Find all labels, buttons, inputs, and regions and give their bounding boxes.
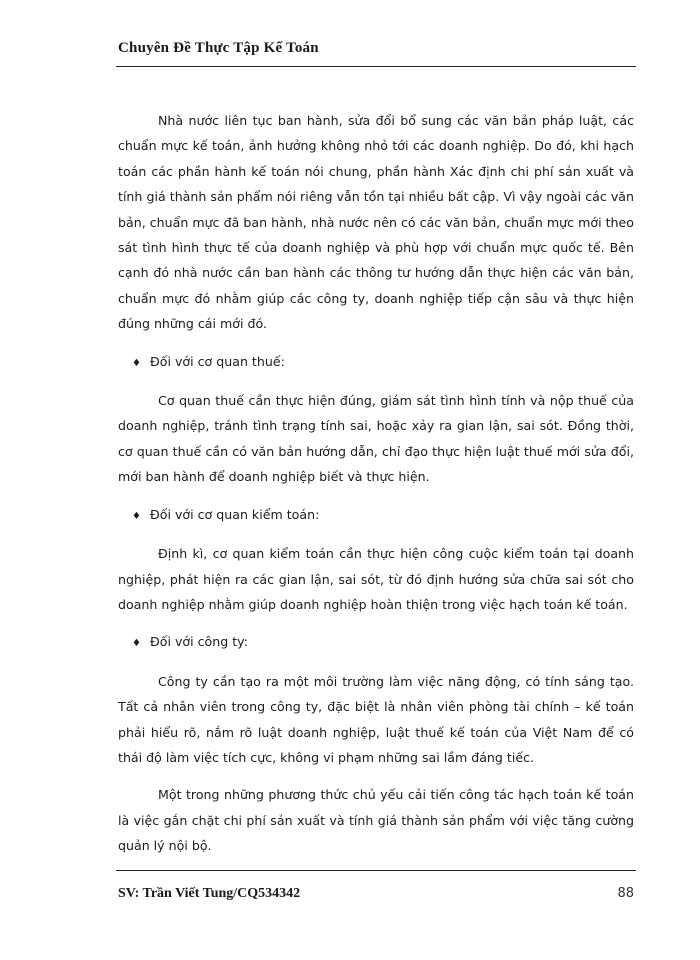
page-header-title: Chuyên Đề Thực Tập Kế Toán: [118, 40, 319, 56]
paragraph-company: Công ty cần tạo ra một môi trường làm việc năng động, có tính sáng tạo. Tất cả nhân viên trong công ty, đặc biệt là nhân viên phòng tài chính – kế toán phải hiểu rõ, nắm rõ luật doanh nghiệp, luật thuế kế toán của Việt Nam để có thái độ làm việc tích cực, không vi phạm những sai lầm đáng tiếc.: [118, 673, 634, 765]
header-divider: [116, 66, 636, 67]
bullet-label: Đối với công ty:: [150, 634, 248, 650]
footer-author: SV: Trần Viết Tung/CQ534342: [118, 886, 301, 901]
bullet-company: [118, 629, 634, 656]
footer-divider: [116, 870, 636, 871]
paragraph-tax-authority: Cơ quan thuế cần thực hiện đúng, giám sát tình hình tính và nộp thuế của doanh nghiệp, tránh tình trạng tính sai, hoặc xảy ra gian lận, sai sót. Đồng thời, cơ quan thuế cần có văn bản hướng dẫn, chỉ đạo thực hiện luật thuế mới sửa đổi, mới ban hành để doanh nghiệp biết và thực hiện.: [118, 393, 634, 485]
page-number: 88: [617, 886, 634, 901]
diamond-bullet-icon: ♦: [132, 510, 141, 522]
bullet-label: Đối với cơ quan kiểm toán:: [150, 506, 320, 522]
bullet-label: Đối với cơ quan thuế:: [150, 353, 285, 369]
paragraph-internal-management: Một trong những phương thức chủ yếu cải tiến công tác hạch toán kế toán là việc gắn chặt chi phí sản xuất và tính giá thành sản phẩm với việc tăng cường quản lý nội bộ.: [118, 787, 634, 854]
document-body: [118, 108, 634, 859]
paragraph-audit-authority: Định kì, cơ quan kiểm toán cần thực hiện công cuộc kiểm toán tại doanh nghiệp, phát hiện ra các gian lận, sai sót, từ đó định hướng sửa chữa sai sót cho doanh nghiệp nhằm giúp doanh nghiệp hoàn thiện trong việc hạch toán kế toán.: [118, 546, 634, 612]
diamond-bullet-icon: ♦: [132, 357, 141, 369]
paragraph-state-regulations: Nhà nước liên tục ban hành, sửa đổi bổ sung các văn bản pháp luật, các chuẩn mực kế toán, ảnh hưởng không nhỏ tới các doanh nghiệp. Do đó, khi hạch toán các phần hành kế toán nói chung, phần hành Xác định chi phí sản xuất và tính giá thành sản phẩm nói riêng vẫn tồn tại nhiều bất cập. Vì vậy ngoài các văn bản, chuẩn mực đã ban hành, nhà nước nên có các văn bản, chuẩn mực mới theo sát tình hình thực tế của doanh nghiệp và phù hợp với chuẩn mực quốc tế. Bên cạnh đó nhà nước cần ban hành các thông tư hướng dẫn thực hiện các văn bản, chuẩn mực đó nhằm giúp các công ty, doanh nghiệp tiếp cận sâu và thực hiện đúng những cái mới đó.: [118, 113, 634, 332]
bullet-tax-authority: [118, 349, 634, 376]
bullet-audit-authority: [118, 502, 634, 529]
diamond-bullet-icon: ♦: [132, 638, 141, 650]
